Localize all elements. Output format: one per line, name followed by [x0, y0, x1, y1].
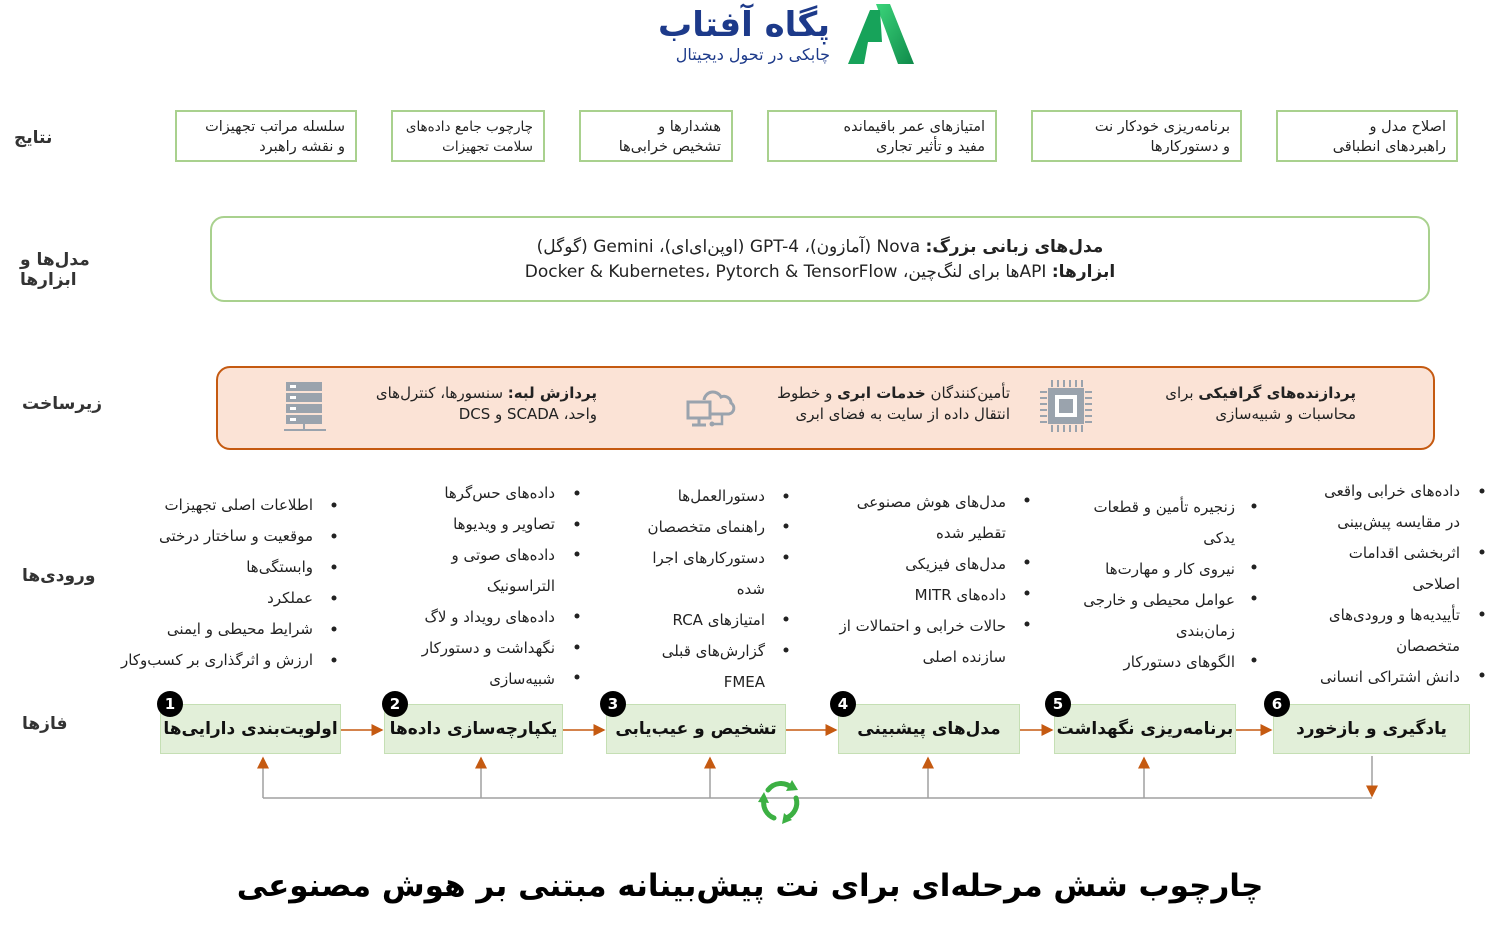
infra-gpu-text: [1126, 383, 1356, 425]
logo-text: [630, 6, 830, 66]
tools-label: ابزارها:: [1051, 262, 1116, 282]
outcome-line: چارچوب جامع داده‌های: [405, 119, 533, 135]
phase-number: 2: [382, 691, 408, 717]
bullet-dots: [0, 470, 1500, 700]
logo-tagline: چابکی در تحول دیجیتال: [675, 45, 830, 64]
outcome-line: و دستورکارها: [1150, 139, 1230, 155]
infra-gpu-line2: محاسبات و شبیه‌سازی: [1215, 405, 1356, 423]
input-item: شرایط محیطی و ایمنی: [166, 620, 313, 638]
infra-edge-line2: واحد، SCADA و DCS: [458, 405, 597, 423]
input-item: تقطیر شده: [936, 524, 1006, 542]
llm-line: [212, 235, 1428, 260]
logo-name: پگاه آفتاب: [658, 5, 830, 45]
input-item: ارزش و اثرگذاری بر کسب‌وکار: [121, 651, 313, 669]
input-item: متخصصان: [1396, 637, 1460, 655]
input-item: داده‌های خرابی واقعی: [1324, 482, 1460, 500]
input-item: الگوهای دستورکار: [1123, 653, 1235, 671]
outcome-box: [1031, 110, 1242, 162]
input-item: سازنده اصلی: [922, 648, 1006, 666]
input-item: نیروی کار و مهارت‌ها: [1105, 560, 1235, 578]
footer-title: چارچوب شش مرحله‌ای برای نت پیش‌بینانه مبتنی بر هوش مصنوعی: [236, 868, 1264, 904]
phase-box: [1054, 704, 1236, 754]
outcome-box: [1276, 110, 1458, 162]
input-item: تأییدیه‌ها و ورودی‌های: [1328, 606, 1460, 624]
input-item: شبیه‌سازی: [489, 670, 555, 688]
input-item: دانش اشتراکی انسانی: [1319, 668, 1460, 686]
infra-cloud-line1: [760, 383, 1010, 404]
phase-label: برنامه‌ریزی نگهداشت: [1056, 719, 1234, 739]
input-item: اصلاحی: [1412, 575, 1460, 593]
infra-cloud-line2: انتقال داده از سایت به فضای ابری: [795, 405, 1010, 423]
phase-label: مدل‌های پیشبینی: [857, 719, 1001, 739]
outcome-box: [767, 110, 997, 162]
phase-label: اولویت‌بندی دارایی‌ها: [163, 719, 338, 739]
input-item: دستورالعمل‌ها: [677, 487, 765, 505]
chip-icon: [1036, 376, 1096, 436]
input-item: زنجیره تأمین و قطعات: [1093, 498, 1235, 516]
input-item: نگهداشت و دستورکار: [421, 639, 555, 657]
infra-gpu-line1: [1126, 383, 1356, 404]
recycle-icon: [754, 776, 806, 828]
input-item: راهنمای متخصصان: [647, 518, 765, 536]
phase-number: 3: [600, 691, 626, 717]
row-label-outcomes: نتایج: [14, 128, 53, 148]
infra-edge-bold: پردازش لبه:: [507, 384, 597, 402]
row-label-models-tools: مدل‌ها و ابزارها: [20, 250, 90, 290]
input-item: عملکرد: [267, 589, 313, 607]
phase-number: 4: [830, 691, 856, 717]
phase-box: [1273, 704, 1470, 754]
input-item: زمان‌بندی: [1175, 622, 1235, 640]
outcome-line: اصلاح مدل و: [1369, 119, 1446, 135]
input-item: امتیازهای RCA: [672, 611, 765, 629]
outcome-line: راهبردهای انطباقی: [1332, 139, 1446, 155]
outcome-line: هشدارها و: [658, 119, 721, 135]
input-item: موقعیت و ساختار درختی: [159, 527, 313, 545]
input-item: داده‌های رویداد و لاگ: [424, 608, 555, 626]
outcome-line: و نقشه راهبرد: [259, 139, 345, 155]
outcome-box: [391, 110, 545, 162]
phase-box: [838, 704, 1020, 754]
outcome-line: سلامت تجهیزات: [442, 139, 533, 155]
input-item: دستورکارهای اجرا: [652, 549, 765, 567]
row-label-infrastructure: زیرساخت: [22, 394, 103, 414]
outcome-line: برنامه‌ریزی خودکار نت: [1094, 119, 1230, 135]
input-item: در مقایسه پیش‌بینی: [1337, 513, 1460, 531]
input-item: FMEA: [723, 673, 765, 691]
phase-label: یادگیری و بازخورد: [1296, 719, 1447, 739]
input-item: یدکی: [1203, 529, 1235, 547]
infra-gpu-rest: برای: [1165, 384, 1199, 402]
phase-label: یکپارچه‌سازی داده‌ها: [389, 719, 558, 739]
input-item: داده‌های حس‌گرها: [444, 484, 555, 502]
tools-text: APIها برای لنگ‌چین، Docker & Kubernetes، Pytorch & TensorFlow: [524, 262, 1052, 282]
infra-cloud-pre: تأمین‌کنندگان: [925, 384, 1010, 402]
input-item: شده: [736, 580, 765, 598]
input-item: وابستگی‌ها: [246, 558, 313, 576]
phase-box: [384, 704, 563, 754]
input-item: حالات خرابی و احتمالات از: [839, 617, 1006, 635]
infra-edge-rest: سنسورها، کنترل‌های: [375, 384, 508, 402]
llm-text: Nova (آمازون)، GPT-4 (اوپن‌ای‌ای)، Gemini (گوگل): [536, 237, 926, 257]
phase-box: [606, 704, 786, 754]
outcome-line: امتیازهای عمر باقیمانده: [843, 119, 985, 135]
input-item: التراسونیک: [486, 577, 555, 595]
infra-edge-line1: [354, 383, 597, 404]
row-label-phases: فازها: [22, 714, 68, 734]
outcome-line: تشخیص خرابی‌ها: [618, 139, 721, 155]
server-icon: [280, 378, 330, 434]
models-tools-box: [210, 216, 1430, 302]
input-item: داده‌های صوتی و: [451, 546, 555, 564]
phase-box: [160, 704, 341, 754]
input-item: عوامل محیطی و خارجی: [1083, 591, 1235, 609]
llm-label: مدل‌های زبانی بزرگ:: [925, 237, 1104, 257]
outcome-line: سلسله مراتب تجهیزات: [205, 119, 345, 135]
outcome-line: مفید و تأثیر تجاری: [876, 139, 985, 155]
input-item: داده‌های MITR: [914, 586, 1006, 604]
tools-line: [212, 260, 1428, 285]
infra-cloud-bold: خدمات ابری: [837, 384, 926, 402]
outcome-box: [175, 110, 357, 162]
infra-cloud-text: [760, 383, 1010, 425]
phase-number: 1: [157, 691, 183, 717]
outcome-box: [579, 110, 733, 162]
infra-cloud-rest: و خطوط: [777, 384, 838, 402]
infra-edge-text: [354, 383, 597, 425]
cloud-computer-icon: [684, 378, 740, 434]
infra-gpu-bold: پردازنده‌های گرافیکی: [1198, 384, 1356, 402]
phase-number: 6: [1264, 691, 1290, 717]
input-item: تصاویر و ویدیوها: [453, 515, 555, 533]
logo-mark-icon: [846, 2, 916, 66]
input-item: اطلاعات اصلی تجهیزات: [164, 496, 313, 514]
input-item: مدل‌های هوش مصنوعی: [856, 493, 1006, 511]
row-label-inputs: ورودی‌ها: [22, 566, 96, 586]
input-item: مدل‌های فیزیکی: [905, 555, 1006, 573]
input-item: گزارش‌های قبلی: [661, 642, 765, 660]
phase-label: تشخیص و عیب‌یابی: [615, 719, 777, 739]
input-item: اثربخشی اقدامات: [1348, 544, 1460, 562]
phase-number: 5: [1045, 691, 1071, 717]
